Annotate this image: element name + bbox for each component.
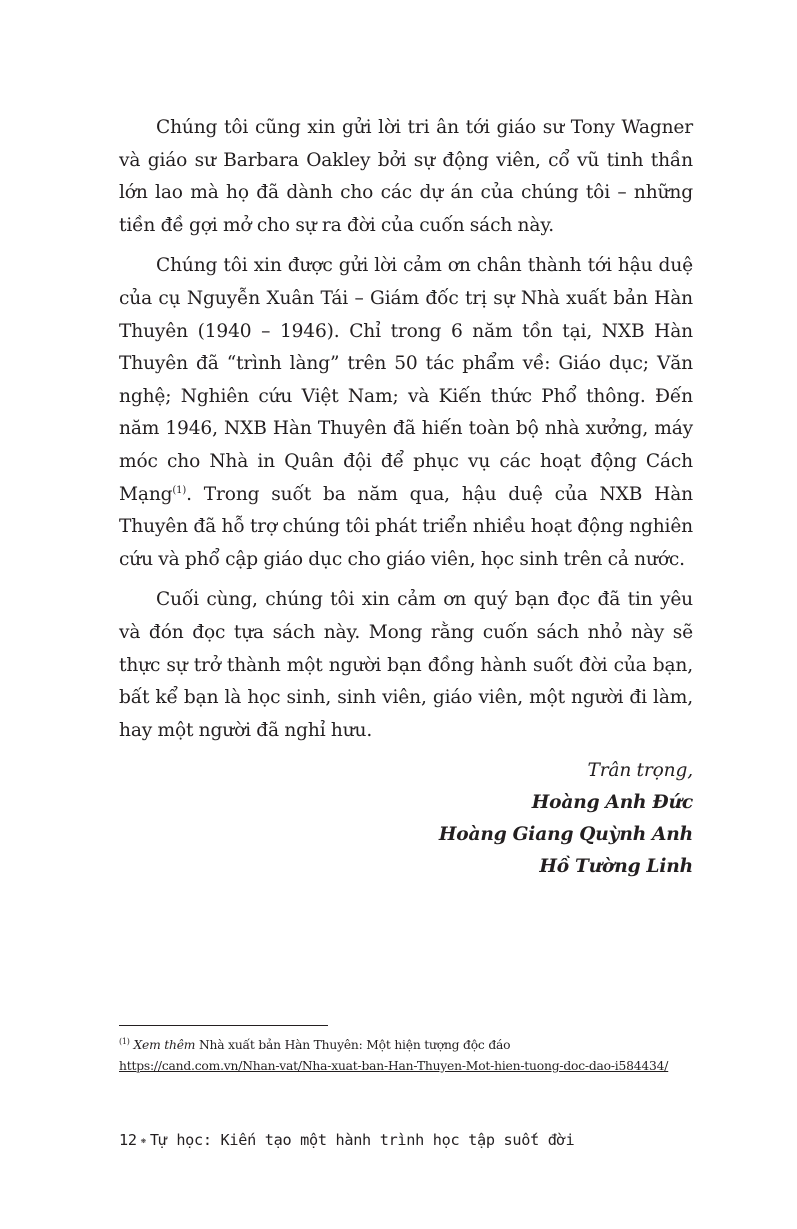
footnote (119, 1035, 693, 1077)
book-title: Tự học: Kiến tạo một hành trình học tập suốt đời (149, 1131, 575, 1149)
author-name: Hồ Tường Linh (539, 856, 693, 878)
page-number: 12 (119, 1131, 137, 1149)
paragraph-thanks-readers: Cuối cùng, chúng tôi xin cảm ơn quý bạn đọc đã tin yêu và đón đọc tựa sách này. Mong rằng cuốn sách nhỏ này sẽ thực sự trở thành một người bạn đồng hành suốt đời của bạn, bất kể bạn là học sinh, sinh viên, giáo viên, một người đi làm, hay một người đã nghỉ hưu. (119, 589, 693, 741)
footnote-marker: (1) (119, 1036, 130, 1046)
signoff-greeting: Trân trọng, (587, 760, 693, 782)
footnote-see-also: Xem thêm (133, 1038, 196, 1052)
footnote-link[interactable]: https://cand.com.vn/Nhan-vat/Nha-xuat-ban-Han-Thuyen-Mot-hien-tuong-doc-dao-i584434/ (119, 1059, 669, 1073)
author-name: Hoàng Anh Đức (531, 792, 693, 814)
flower-ornament-icon: ❋ (140, 1135, 146, 1146)
running-footer (119, 1127, 574, 1154)
author-name: Hoàng Giang Quỳnh Anh (438, 824, 693, 846)
main-text (119, 112, 693, 883)
footnote-reference-marker[interactable]: (1) (172, 484, 187, 496)
signoff (119, 755, 693, 883)
paragraph-text-after-note: . Trong suốt ba năm qua, hậu duệ của NXB Hàn Thuyên đã hỗ trợ chúng tôi phát triển nhiều hoạt động nghiên cứu và phổ cập giáo dục cho giáo viên, học sinh trên cả nước. (119, 483, 693, 570)
paragraph-text-before-note: Chúng tôi xin được gửi lời cảm ơn chân thành tới hậu duệ của cụ Nguyễn Xuân Tái – Giám đốc trị sự Nhà xuất bản Hàn Thuyên (1940 – 1946). Chỉ trong 6 năm tồn tại, NXB Hàn Thuyên đã “trình làng” trên 50 tác phẩm về: Giáo dục; Văn nghệ; Nghiên cứu Việt Nam; và Kiến thức Phổ thông. Đến năm 1946, NXB Hàn Thuyên đã hiến toàn bộ nhà xưởng, máy móc cho Nhà in Quân đội để phục vụ các hoạt động Cách Mạng (119, 255, 693, 505)
footnote-divider (119, 1025, 328, 1026)
footnote-title: Nhà xuất bản Hàn Thuyên: Một hiện tượng độc đáo (195, 1038, 511, 1052)
paragraph-acknowledgement-professors: Chúng tôi cũng xin gửi lời tri ân tới giáo sư Tony Wagner và giáo sư Barbara Oakley bởi sự động viên, cổ vũ tinh thần lớn lao mà họ đã dành cho các dự án của chúng tôi – những tiền đề gợi mở cho sự ra đời của cuốn sách này. (119, 117, 693, 236)
paragraph-acknowledgement-han-thuyen (119, 250, 693, 576)
